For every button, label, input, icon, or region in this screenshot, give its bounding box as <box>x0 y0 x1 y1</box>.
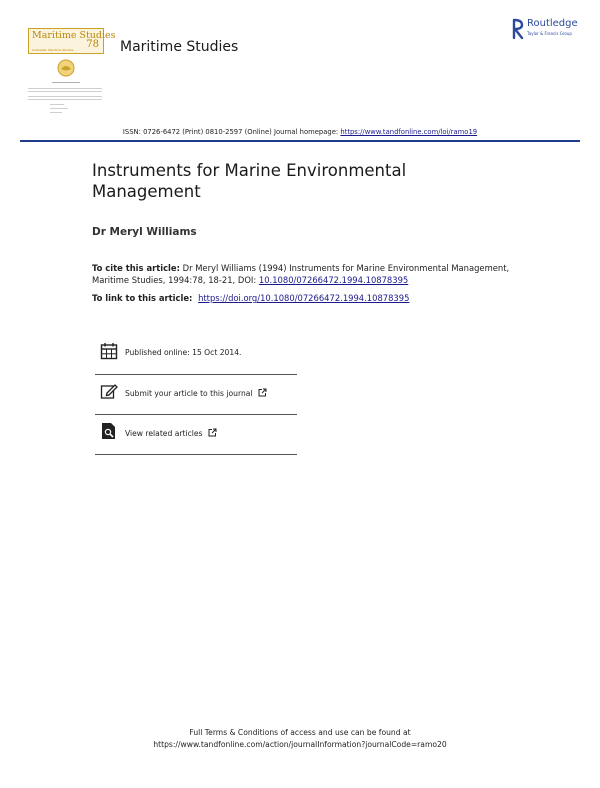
cover-text-line <box>52 82 80 83</box>
header-divider <box>20 140 580 142</box>
document-search-icon <box>100 422 118 440</box>
published-online-row <box>95 334 297 375</box>
routledge-r-icon <box>512 18 524 40</box>
publisher-logo <box>512 18 590 42</box>
journal-cover-thumbnail <box>28 28 116 118</box>
published-online-text: Published online: 15 Oct 2014. <box>125 348 242 357</box>
link-label: To link to this article: <box>92 293 193 303</box>
cite-text: Dr Meryl Williams (1994) Instruments for Marine Environmental Management, Maritime Studies, 1994:78, 18-21, DOI: <box>92 263 510 285</box>
external-link-icon <box>258 388 267 397</box>
article-doi-link[interactable]: https://doi.org/10.1080/07266472.1994.10878395 <box>198 293 410 303</box>
cite-label: To cite this article: <box>92 263 180 273</box>
citation-block <box>92 262 522 286</box>
cover-title: Maritime Studies <box>32 30 116 41</box>
cite-doi-link[interactable]: 10.1080/07266472.1994.10878395 <box>258 275 409 285</box>
publisher-name: Routledge <box>527 18 578 29</box>
cover-text-line <box>28 99 102 100</box>
issn-line <box>0 128 600 136</box>
cover-text-line <box>28 88 102 89</box>
footer-terms <box>0 727 600 751</box>
cover-title-band <box>28 28 116 54</box>
cover-text-line <box>50 112 62 113</box>
submit-article-row[interactable] <box>95 374 297 415</box>
cover-text-line <box>28 91 102 92</box>
publisher-subtitle: Taylor & Francis Group <box>527 31 572 36</box>
journal-homepage-link[interactable]: https://www.tandfonline.com/loi/ramo19 <box>340 128 478 136</box>
calendar-icon <box>100 342 118 360</box>
edit-pencil-icon <box>100 382 118 400</box>
related-articles-row[interactable] <box>95 414 297 455</box>
related-articles-link[interactable] <box>125 428 217 438</box>
cover-issue-number: 78 <box>86 39 99 50</box>
journal-name: Maritime Studies <box>120 39 239 55</box>
external-link-icon <box>208 428 217 437</box>
article-title: Instruments for Marine Environmental Management <box>92 161 407 201</box>
submit-article-label: Submit your article to this journal <box>125 389 253 398</box>
footer-line-1: Full Terms & Conditions of access and use can be found at <box>189 728 411 737</box>
article-link-block <box>92 292 522 304</box>
cover-text-line <box>50 104 64 105</box>
issn-text: ISSN: 0726-6472 (Print) 0810-2597 (Online) Journal homepage: <box>122 128 339 136</box>
footer-terms-link[interactable]: https://www.tandfonline.com/action/journalInformation?journalCode=ramo20 <box>153 740 447 749</box>
cover-subtitle: Australian Maritime Studies <box>32 48 74 52</box>
cover-text-line <box>28 96 102 97</box>
article-author: Dr Meryl Williams <box>92 226 197 238</box>
cover-emblem-icon <box>56 58 76 78</box>
submit-article-link[interactable] <box>125 388 267 398</box>
cover-text-line <box>50 108 68 109</box>
related-articles-label: View related articles <box>125 429 203 438</box>
